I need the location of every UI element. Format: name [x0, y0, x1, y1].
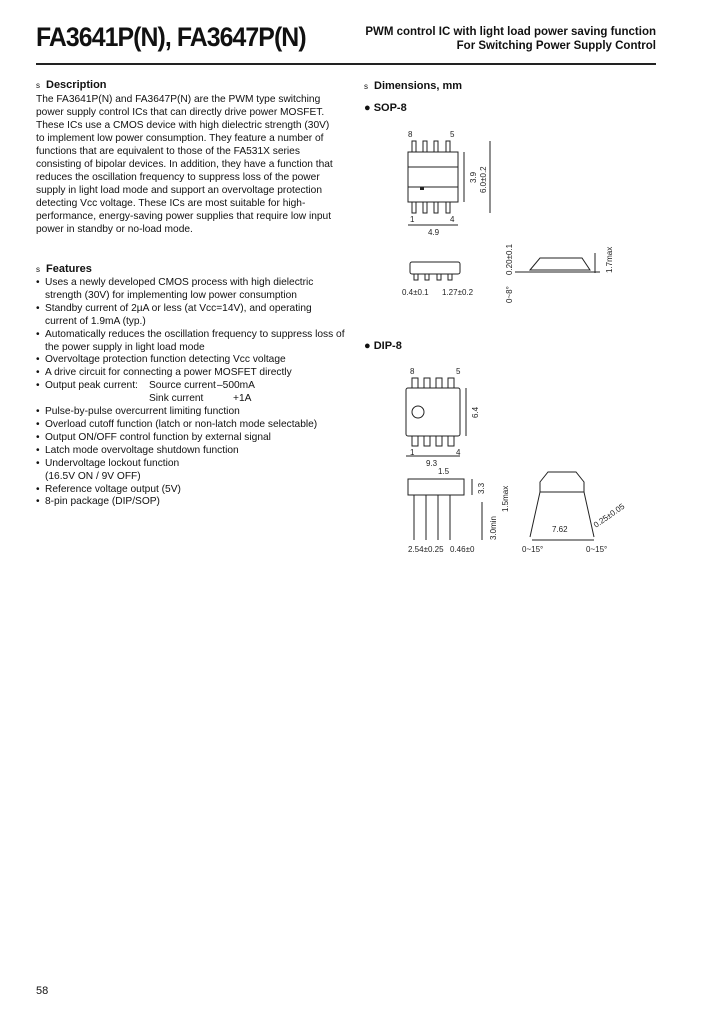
dip8-label: ● DIP-8 [364, 340, 402, 352]
sink-current-value: +1A [233, 393, 252, 405]
sop8-dim-total-width: 6.0±0.2 [479, 166, 488, 193]
list-item-sink-current [36, 393, 346, 406]
list-item: • Latch mode overvoltage shutdown function [36, 445, 346, 458]
dip8-drawing [390, 362, 630, 562]
subtitle [365, 25, 656, 53]
sop8-pin5: 5 [450, 130, 455, 139]
dip8-dim-offset: 1.5 [438, 467, 450, 476]
sop8-dim-lead-width: 0.4±0.1 [402, 288, 429, 297]
sop8-label: ● SOP-8 [364, 102, 407, 114]
dip8-dim-angle-2: 0~15° [586, 545, 608, 554]
list-item: • Reference voltage output (5V) [36, 484, 346, 497]
list-item: • A drive circuit for connecting a power MOSFET directly [36, 367, 346, 380]
features-heading-text: Features [46, 263, 92, 275]
sop8-dim-thickness: 0.20±0.1 [505, 243, 514, 275]
dip8-side-body [408, 479, 464, 495]
list-item: • 8-pin package (DIP/SOP) [36, 496, 346, 509]
sop8-dim-pitch: 1.27±0.2 [442, 288, 474, 297]
description-heading [36, 79, 107, 91]
dip8-dim-max: 1.5max [501, 485, 510, 512]
dip8-dim-length: 9.3 [426, 459, 438, 468]
list-item-detail: (16.5V ON / 9V OFF) [45, 470, 141, 482]
list-item: • Output ON/OFF control function by external signal [36, 432, 346, 445]
sop8-pin1: 1 [410, 215, 415, 224]
list-item: • Overvoltage protection function detecting Vcc voltage [36, 354, 346, 367]
dip8-dim-lead-thick: 0.25±0.05 [591, 501, 627, 530]
header-rule [36, 63, 656, 65]
list-item: • Overload cutoff function (latch or non-latch mode selectable) [36, 419, 346, 432]
dip8-dim-lead-length: 3.0min [489, 515, 498, 540]
sink-current-label: Sink current [149, 393, 204, 405]
list-item: • Pulse-by-pulse overcurrent limiting function [36, 406, 346, 419]
dip8-end-body [540, 472, 584, 492]
sop8-end-body [530, 258, 590, 270]
dip8-top-body [406, 388, 460, 436]
sop8-drawing [390, 125, 630, 305]
sop8-pin4: 4 [450, 215, 455, 224]
dip8-dim-angle-1: 0~15° [522, 545, 544, 554]
sop8-dim-angle: 0~8° [505, 286, 514, 303]
source-current-value: –500mA [217, 380, 255, 392]
sop8-dim-height: 1.7max [605, 246, 614, 273]
list-item: • Automatically reduces the oscillation frequency to suppress loss of the power supply in light load mode [36, 329, 346, 355]
section-bullet: s [36, 81, 40, 90]
list-item: • Uses a newly developed CMOS process with high dielectric strength (30V) for implementing low power consumption [36, 277, 346, 303]
page-number: 58 [36, 985, 49, 997]
description-heading-text: Description [46, 79, 107, 91]
dimensions-heading [364, 80, 462, 92]
dip8-dim-lead-width: 0.46±0 [450, 545, 475, 554]
dip8-pin5: 5 [456, 367, 461, 376]
sop8-dim-body-width: 3.9 [469, 171, 478, 183]
dimensions-heading-text: Dimensions, mm [374, 80, 463, 92]
sop8-dim-length: 4.9 [428, 228, 440, 237]
page-title: FA3641P(N), FA3647P(N) [36, 22, 306, 52]
dip8-dim-pitch: 2.54±0.25 [408, 545, 444, 554]
sop8-pin8: 8 [408, 130, 413, 139]
subtitle-line-2: For Switching Power Supply Control [456, 40, 656, 52]
list-item: • Standby current of 2µA or less (at Vcc=14V), and operating current of 1.9mA (typ.) [36, 303, 346, 329]
features-heading [36, 263, 92, 275]
section-bullet: s [364, 82, 368, 91]
source-current-label: Source current [149, 380, 216, 392]
dip8-pin4: 4 [456, 448, 461, 457]
list-item-peak-current [36, 380, 346, 393]
section-bullet: s [36, 265, 40, 274]
subtitle-line-1: PWM control IC with light load power saving function [365, 26, 656, 38]
dip8-dim-width: 6.4 [471, 406, 480, 418]
peak-current-label: Output peak current: [45, 380, 138, 392]
sop8-top-body [408, 152, 458, 202]
dip8-pin1: 1 [410, 448, 415, 457]
dip8-dim-row: 7.62 [552, 525, 568, 534]
sop8-side-body [410, 262, 460, 274]
description-text: The FA3641P(N) and FA3647P(N) are the PWM type switching power supply control ICs that can directly drive power MOSFET. These ICs use a CMOS device with high dielectric strength (30V) to implement low power consumption. They feature a number of functions that are equivalent to those of the FA531X series consisting of bipolar devices. In addition, they have a function that reduces the oscillation frequency to suppress loss of the power supply in light load mode and support an overvoltage protection detecting Vcc voltage. These ICs are most suitable for high-performance, energy-saving power supplies that require low input power in standby or no-load mode. [36, 94, 333, 235]
features-list [36, 277, 346, 509]
list-item: • Undervoltage lockout function [36, 458, 346, 471]
dip8-pin8: 8 [410, 367, 415, 376]
dip8-dim-height: 3.3 [477, 482, 486, 494]
